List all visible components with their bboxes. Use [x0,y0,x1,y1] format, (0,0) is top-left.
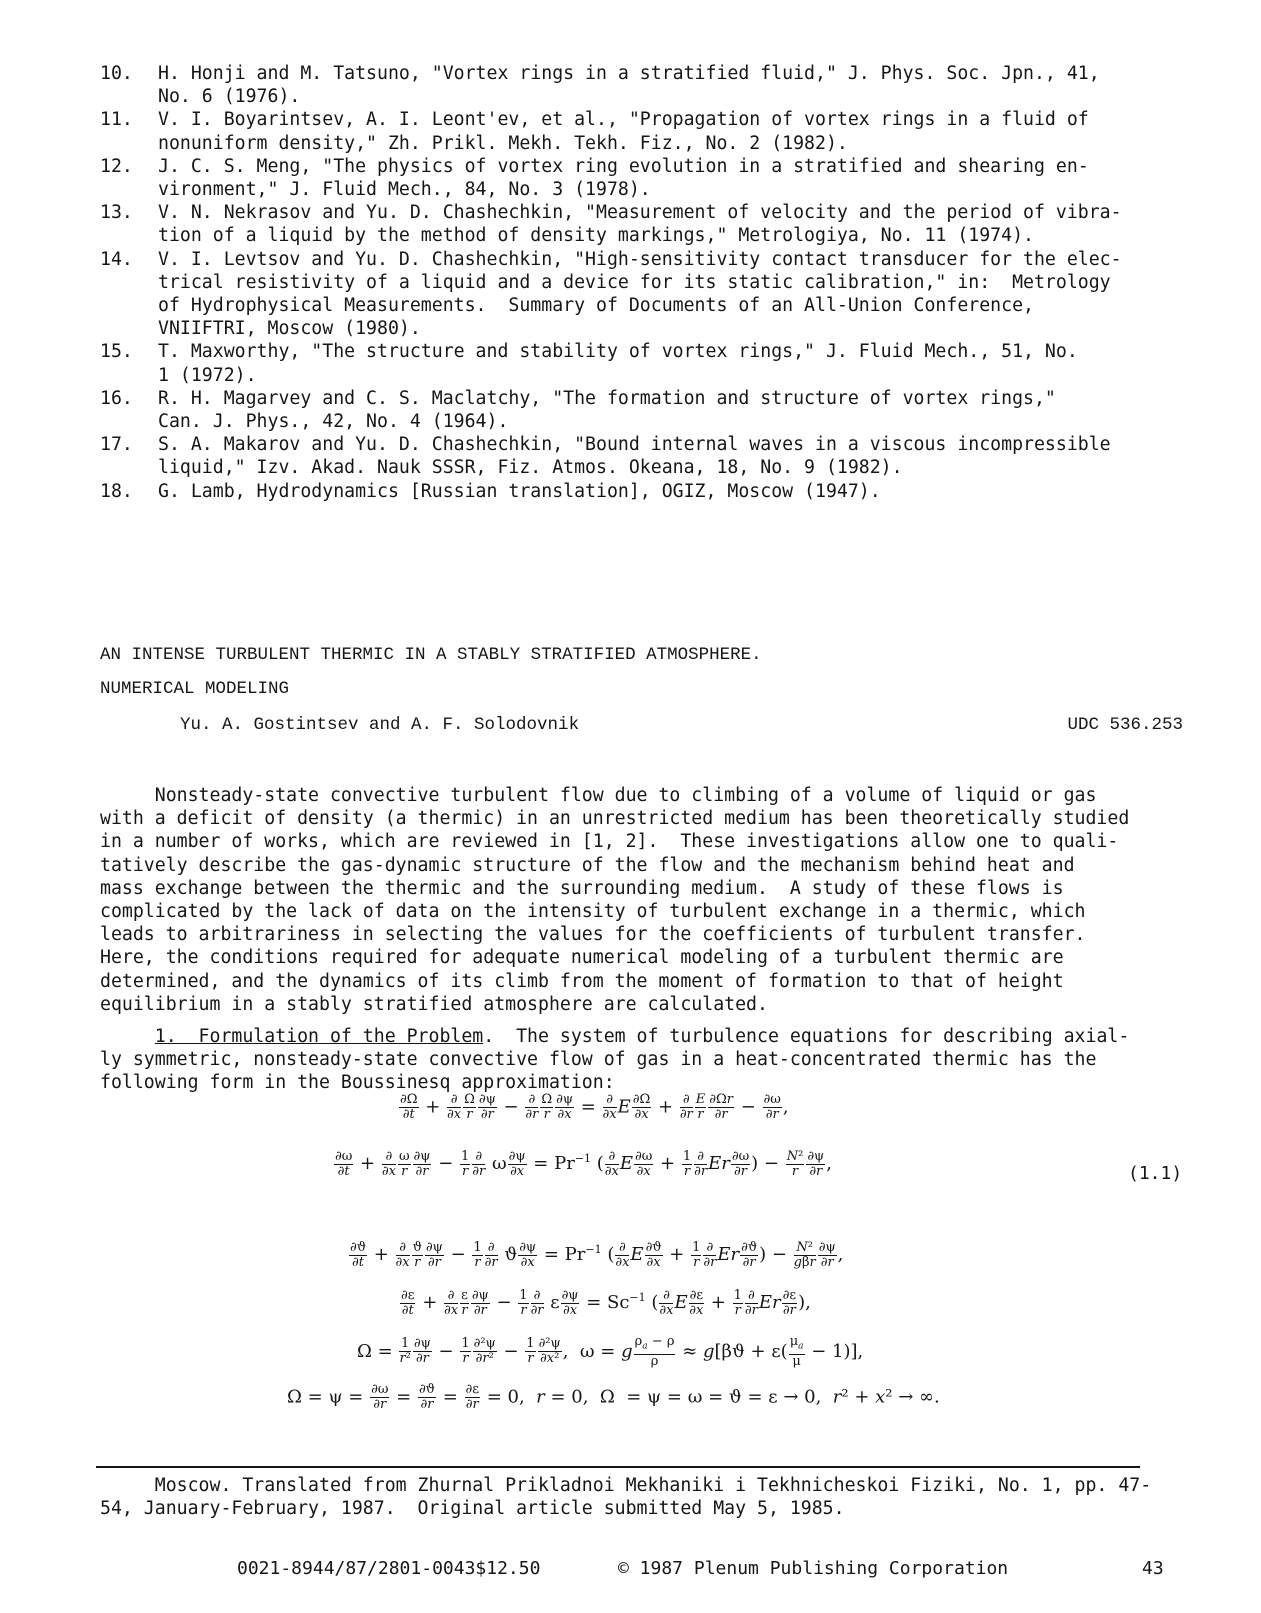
equation-omega-def: Ω = $\frac{1}{\text{r²}}$ $\frac{\partial\psi}{\partial r}$ − $\frac{1}{r}$ $\frac{\text{∂²ψ}}{\text{∂r²}}$ − $\frac{1}{r}$ $\frac{\text{∂²ψ}}{\text{∂x²}}$ , ω = g $\frac{\rho_a - \rho}{\rho}$ ≈ g[βϑ + ε( $\frac{\mu_a}{\mu}$ − 1)], [357,1334,864,1369]
reference-text: S. A. Makarov and Yu. D. Chashechkin, "Bound internal waves in a viscous incompressible liquid," Izv. Akad. Nauk SSSR, Fiz. Atmos. Okeana, 18, No. 9 (1982). [158,434,1111,479]
reference-number: 11. [100,109,133,131]
reference-item [100,248,1190,341]
article-title [100,638,1200,706]
reference-text: G. Lamb, Hydrodynamics [Russian translation], OGIZ, Moscow (1947). [158,480,881,502]
section-heading: 1. Formulation of the Problem [154,1026,484,1047]
reference-number: 16. [100,387,133,409]
reference-item [100,340,1190,386]
reference-number: 17. [100,434,133,456]
footnote: Moscow. Translated from Zhurnal Prikladnoi Mekhaniki i Tekhnicheskoi Fiziki, No. 1, pp. 47- 54, January-February, 1987. Original article submitted May 5, 1985. [100,1475,1152,1519]
reference-item [100,155,1190,201]
reference-list [100,62,1190,503]
reference-text: J. C. S. Meng, "The physics of vortex ring evolution in a stratified and shearing en- vironment," J. Fluid Mech., 84, No. 3 (1978). [158,155,1089,201]
equation-boundary: Ω = ψ = $\frac{\partial\omega}{\partial r}$ = $\frac{\partial ϑ}{\partial r}$ = $\frac{\partial\varepsilon}{\partial r}$ = 0, r = 0, Ω = ψ = ω = ϑ = ε → 0, r² + x² → ∞. [287,1382,940,1412]
equation-omega: $\frac{\partial\omega}{\partial t}$ + $\frac{\partial}{\partial x}$ $\frac{\omega}{r}$ $\frac{\partial\psi}{\partial r}$ − $\frac{1}{r}$ $\frac{\partial}{\partial r}$ ω $\frac{\partial\psi}{\partial x}$ = $Pr^{-1}$ ( $\frac{\partial}{\partial x}$ E $\frac{\partial\omega}{\partial x}$ + $\frac{1}{r}$ $\frac{\partial}{\partial r}$ Er $\frac{\partial\omega}{\partial r}$ ) − $\frac{\text{N²}}{r}$ $\frac{\partial\psi}{\partial r}$ , [335,1148,832,1179]
reference-item [100,387,1190,433]
article-title-line-2: NUMERICAL MODELING [100,679,290,699]
equation-number: (1.1) [1128,1163,1183,1184]
reference-text: H. Honji and M. Tatsuno, "Vortex rings in a stratified fluid," J. Phys. Soc. Jpn., 41, No. 6 (1976). [158,63,1100,108]
reference-number: 15. [100,341,133,363]
equation-epsilon: $\frac{\partial\varepsilon}{\partial t}$ + $\frac{\partial}{\partial x}$ $\frac{\varepsilon}{r}$ $\frac{\partial\psi}{\partial r}$ − $\frac{1}{r}$ $\frac{\partial}{\partial r}$ ε $\frac{\partial\psi}{\partial x}$ = $Sc^{-1}$ ( $\frac{\partial}{\partial x}$ E $\frac{\partial\varepsilon}{\partial x}$ + $\frac{1}{r}$ $\frac{\partial}{\partial r}$ Er $\frac{\partial\varepsilon}{\partial r}$ ), [401,1287,811,1318]
reference-number: 18. [100,480,133,502]
reference-text: T. Maxworthy, "The structure and stability of vortex rings," J. Fluid Mech., 51, No. 1 (1972). [158,341,1078,386]
reference-number: 12. [100,155,133,177]
section-1-paragraph [100,1025,1200,1095]
reference-text: R. H. Magarvey and C. S. Maclatchy, "The formation and structure of vortex rings," Can. J. Phys., 42, No. 4 (1964). [158,387,1056,433]
page-number: 43 [1142,1558,1164,1579]
reference-item [100,480,1190,503]
section-text-rest: ly symmetric, nonsteady-state convective flow of gas in a heat-concentrated thermic has the following form in the Boussinesq approximation: [100,1049,1097,1094]
section-text-first: . The system of turbulence equations for describing axial- [483,1026,1130,1047]
udc-code: UDC 536.253 [1067,715,1183,735]
issn-code: 0021-8944/87/2801-0043$12.50 [237,1558,541,1579]
equation-theta: $\frac{\partial ϑ}{\partial t}$ + $\frac{\partial}{\partial x}$ $\frac{ϑ}{r}$ $\frac{\partial\psi}{\partial r}$ − $\frac{1}{r}$ $\frac{\partial}{\partial r}$ ϑ $\frac{\partial\psi}{\partial x}$ = $Pr^{-1}$ ( $\frac{\partial}{\partial x}$ E $\frac{\partial ϑ}{\partial x}$ + $\frac{1}{r}$ $\frac{\partial}{\partial r}$ Er $\frac{\partial ϑ}{\partial r}$ ) − $\frac{\text{N²}}{\text{gβr}}$ $\frac{\partial\psi}{\partial r}$ , [350,1239,844,1270]
reference-item [100,62,1190,108]
footnote-rule [96,1466,1140,1468]
reference-number: 10. [100,63,133,84]
article-authors: Yu. A. Gostintsev and A. F. Solodovnik [180,715,580,735]
copyright: © 1987 Plenum Publishing Corporation [618,1558,1009,1579]
reference-item [100,201,1190,247]
reference-item [100,433,1190,479]
reference-number: 13. [100,202,133,224]
article-title-line-1: AN INTENSE TURBULENT THERMIC IN A STABLY STRATIFIED ATMOSPHERE. [100,645,762,665]
reference-text: V. N. Nekrasov and Yu. D. Chashechkin, "Measurement of velocity and the period of vibra- tion of a liquid by the method of density markings," Metrologiya, No. 11 (1974). [158,202,1122,247]
reference-item [100,108,1190,154]
abstract-paragraph: Nonsteady-state convective turbulent flow due to climbing of a volume of liquid or gas with a deficit of density (a thermic) in an unrestricted medium has been theoretically studied in a number of works, which are reviewed in [1, 2]. These investigations allow one to quali- tatively describe the gas-dynamic structure of the flow and the mechanism behind heat and mass exchange between the thermic and the surrounding medium. A study of these flows is complicated by the lack of data on the intensity of turbulent exchange in a thermic, which leads to arbitrariness in selecting the values for the coefficients of turbulent transfer. Here, the conditions required for adequate numerical modeling of a turbulent thermic are determined, and the dynamics of its climb from the moment of formation to that of height equilibrium in a stably stratified atmosphere are calculated. [100,785,1130,1015]
reference-text: V. I. Boyarintsev, A. I. Leont'ev, et al., "Propagation of vortex rings in a fluid of nonuniform density," Zh. Prikl. Mekh. Tekh. Fiz., No. 2 (1982). [158,109,1089,154]
reference-text: V. I. Levtsov and Yu. D. Chashechkin, "High-sensitivity contact transducer for the elec- trical resistivity of a liquid and a device for its static calibration," in: Metrology of Hydrophysical Measurements. Summary of Documents of an All-Union Conference, VNIIFTRI, Moscow (1980). [158,248,1122,340]
equation-vorticity: $\frac{\partial\Omega}{\partial t}$ + $\frac{\partial}{\partial x}$ $\frac{\Omega}{r}$ $\frac{\partial\psi}{\partial r}$ − $\frac{\partial}{\partial r}$ $\frac{\Omega}{r}$ $\frac{\partial\psi}{\partial x}$ = $\frac{\partial}{\partial x}$ E $\frac{\partial\Omega}{\partial x}$ + $\frac{\partial}{\partial r}$ $\frac{E}{r}$ $\frac{\partial\Omega r}{\partial r}$ − $\frac{\partial\omega}{\partial r}$ , [400,1092,789,1122]
reference-number: 14. [100,248,133,270]
